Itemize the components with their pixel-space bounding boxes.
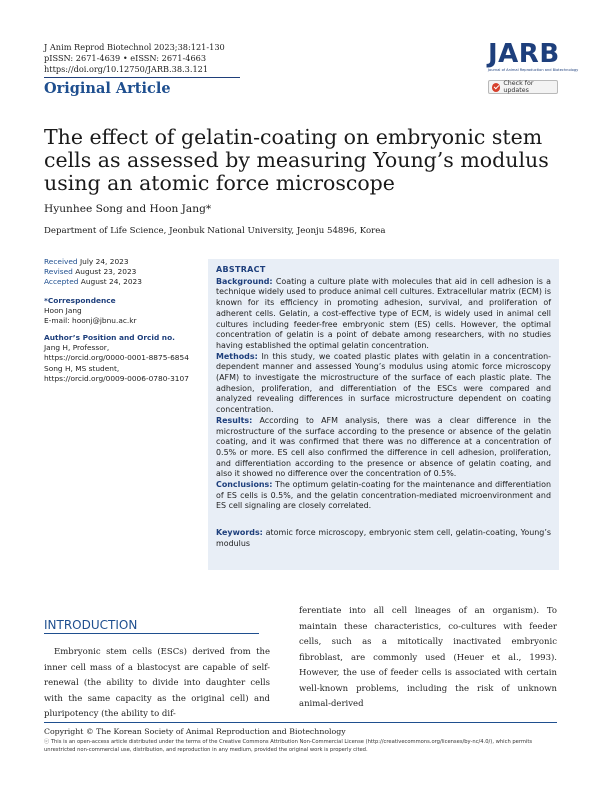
orcid-link[interactable]: https://orcid.org/0009-0006-0780-3107 (44, 373, 189, 383)
article-dates (44, 257, 142, 288)
check-updates-icon (492, 83, 500, 92)
abstract-results (216, 416, 551, 480)
copyright: Copyright © The Korean Society of Animal Reproduction and Biotechnology (44, 727, 346, 736)
affiliation: Department of Life Science, Jeonbuk National University, Jeonju 54896, Korea (44, 226, 386, 236)
article-title: The effect of gelatin-coating on embryonic stem cells as assessed by measuring Young’s modulus using an atomic force microscope (44, 125, 549, 195)
conclusions-text: The optimum gelatin-coating for the maintenance and differentiation of ES cells is 0.5%, and the gelatin concentration-mediated microenvironment and ES cell signaling are closely correlated. (216, 480, 551, 511)
abstract-keywords (216, 528, 551, 549)
check-updates-label: Check for updates (503, 80, 534, 94)
accepted-date: August 24, 2023 (80, 277, 142, 287)
citation: J Anim Reprod Biotechnol 2023;38:121-130 (44, 42, 225, 52)
intro-heading: INTRODUCTION (44, 618, 138, 632)
background-text: Coating a culture plate with molecules that aid in cell adhesion is a technique widely used to produce animal cell cultures. Extracellular matrix (ECM) is known for its efficiency in promoting adhesion, survival, and proliferation of adherent cells. Gelatin, a cost-effective type of ECM, is widely used in animal cell cultures including feeder-free embryonic stem (ES) cells. However, the optimal concentration of gelatin is a point of debate among researchers, with no studies having established the optimal gelatin concentration. (216, 276, 551, 350)
header-divider (44, 77, 240, 78)
positions-heading: Author’s Position and Orcid no. (44, 333, 175, 342)
keywords-text: atomic force microscopy, embryonic stem cell, gelatin-coating, Young’s modulus (216, 528, 551, 548)
logo-text: JARB (488, 39, 560, 69)
background-label: Background: (216, 276, 273, 286)
revised-label: Revised (44, 267, 73, 277)
abstract-box (208, 259, 559, 570)
orcid-link[interactable]: https://orcid.org/0000-0001-8875-6854 (44, 353, 189, 363)
correspondence-name: Hoon Jang (44, 306, 82, 316)
revised-date: August 23, 2023 (75, 267, 137, 277)
intro-column-2 (299, 604, 557, 713)
authors: Hyunhee Song and Hoon Jang* (44, 203, 212, 215)
abstract-background (216, 277, 551, 352)
intro-text-2: ferentiate into all cell lineages of an organism). To maintain these characteristics, co-cultures with feeder cells, such as a mitotically inactivated embryonic fibroblast, are commonly used (Heuer et al., 1993). However, the use of feeder cells is associated with certain well-known problems, including the risk of unknown animal-derived (299, 606, 557, 709)
accepted-label: Accepted (44, 277, 79, 287)
intro-text-1: Embryonic stem cells (ESCs) derived from the inner cell mass of a blastocyst are capable of self-renewal (the ability to divide into daughter cells with the same capacity as the original cell) and pluripotency (the ability to dif- (44, 647, 270, 719)
issn: pISSN: 2671-4639 • eISSN: 2671-4663 (44, 53, 207, 63)
license-text: ⓒ This is an open-access article distributed under the terms of the Creative Commons Attribution Non-Commercial License (http://creativecommons.org/licenses/by-nc/4.0/), which permits unrestricted non-commercial use, distribution, and reproduction in any medium, provided the original work is properly cited. (44, 739, 533, 753)
footer-divider (44, 722, 557, 723)
results-label: Results: (216, 415, 253, 425)
position-line: Jang H, Professor, (44, 343, 110, 353)
abstract-methods (216, 352, 551, 416)
abstract-heading: ABSTRACT (216, 265, 266, 274)
conclusions-label: Conclusions: (216, 480, 273, 490)
journal-logo (488, 39, 579, 73)
abstract-conclusions (216, 480, 551, 512)
intro-divider (44, 633, 259, 634)
correspondence-email[interactable]: E-mail: hoonj@jbnu.ac.kr (44, 316, 137, 326)
check-updates-button[interactable] (488, 80, 558, 94)
article-type: Original Article (44, 80, 171, 97)
intro-column-1 (44, 645, 270, 723)
methods-text: In this study, we coated plastic plates with gelatin in a concentration-dependent manner and assessed Young’s modulus using atomic force microscopy (AFM) to investigate the microstructure of the surface of each plastic plate. The adhesion, proliferation, and differentiation of the ESCs were compared and analyzed revealing differences in surface microstructure dependent on coating concentration. (216, 351, 551, 415)
received-date: July 24, 2023 (80, 257, 129, 266)
correspondence (44, 296, 137, 327)
doi-link[interactable]: https://doi.org/10.12750/JARB.38.3.121 (44, 64, 209, 74)
methods-label: Methods: (216, 351, 258, 361)
logo-subtitle: Journal of Animal Reproduction and Biotechnology (488, 68, 579, 72)
position-line: Song H, MS student, (44, 363, 120, 373)
keywords-label: Keywords: (216, 528, 263, 538)
author-positions (44, 333, 189, 384)
correspondence-heading: *Correspondence (44, 296, 116, 305)
results-text: According to AFM analysis, there was a clear difference in the microstructure of the surface according to the presence or absence of the gelatin coating, and it was confirmed that there was no difference at a concentration of 0.5% or more. ES cell also confirmed the difference in cell adhesion, proliferation, and differentiation according to the presence or absence of gelatin coating, and also it showed no difference over the concentration of 0.5%. (216, 415, 551, 479)
received-label: Received (44, 257, 78, 266)
journal-meta (44, 42, 225, 75)
